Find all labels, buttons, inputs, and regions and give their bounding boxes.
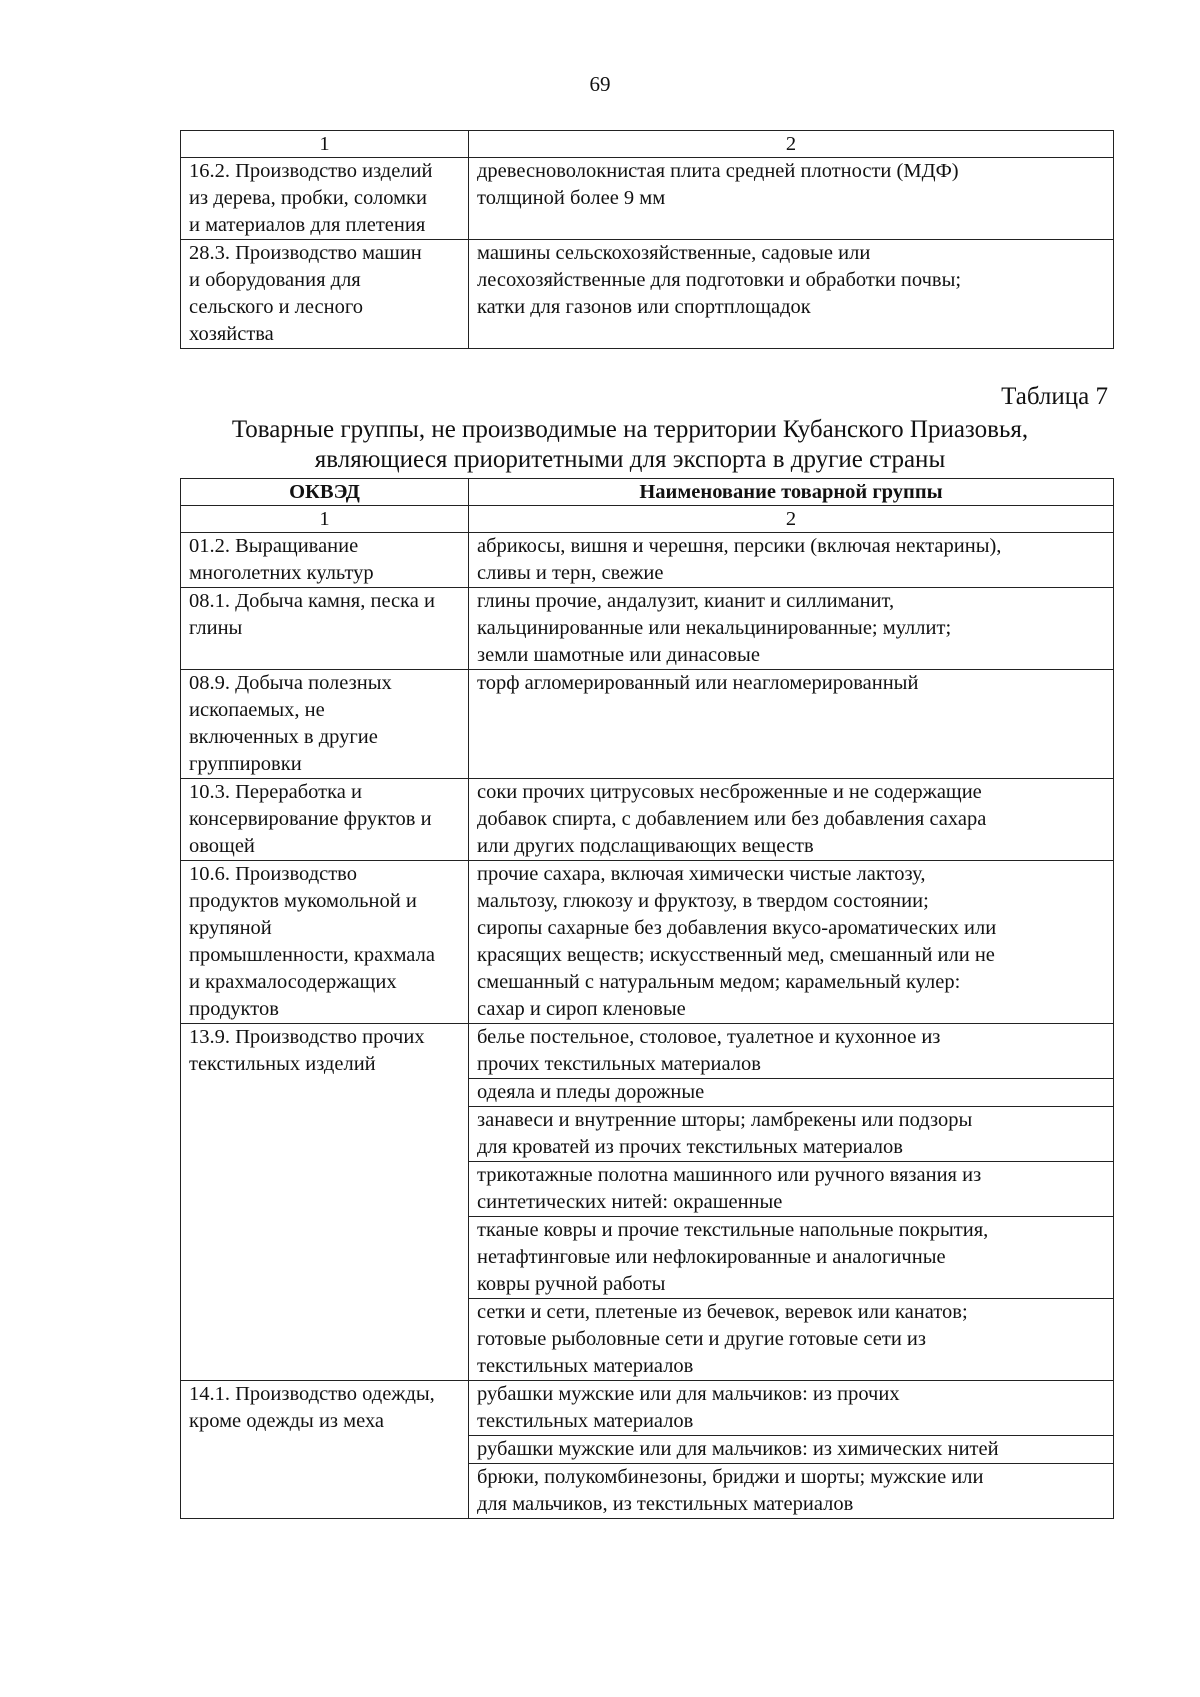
goods-cell [469,1107,1114,1162]
header-goods: Наименование товарной группы [469,479,1114,506]
cell-line: овощей [189,835,255,857]
table-row [181,861,1114,1024]
cell-line: хозяйства [189,323,274,345]
cell-line: смешанный с натуральным медом; карамельный кулер: [477,971,961,993]
cell-line: для кроватей из прочих текстильных материалов [477,1136,903,1158]
goods-cell [469,588,1114,670]
goods-cell [469,1162,1114,1217]
table-row [181,779,1114,861]
cell-line: продуктов мукомольной и [189,890,417,912]
cell-line: сахар и сироп кленовые [477,998,686,1020]
cell-line: сливы и терн, свежие [477,562,664,584]
table-row [181,240,1114,349]
cell-line: группировки [189,753,302,775]
cell-line: рубашки мужские или для мальчиков: из химических нитей [477,1438,999,1460]
cell-line: сетки и сети, плетеные из бечевок, веревок или канатов; [477,1301,968,1323]
cell-line: и оборудования для [189,269,361,291]
column-number: 2 [469,506,1114,533]
cell-line: включенных в другие [189,726,378,748]
goods-cell [469,861,1114,1024]
cell-line: из дерева, пробки, соломки [189,187,427,209]
cell-line: нетафтинговые или нефлокированные и аналогичные [477,1246,946,1268]
cell-line: трикотажные полотна машинного или ручного вязания из [477,1164,982,1186]
column-number: 1 [181,506,469,533]
cell-line: торф агломерированный или неагломерированный [477,672,919,694]
cell-line: лесохозяйственные для подготовки и обработки почвы; [477,269,962,291]
cell-line: кальцинированные или некальцинированные; муллит; [477,617,952,639]
cell-line: 14.1. Производство одежды, [189,1383,435,1405]
cell-line: промышленности, крахмала [189,944,435,966]
cell-line: белье постельное, столовое, туалетное и кухонное из [477,1026,941,1048]
cell-line: синтетических нитей: окрашенные [477,1191,783,1213]
cell-line: и крахмалосодержащих [189,971,397,993]
cell-line: сельского и лесного [189,296,363,318]
table-7 [180,478,1114,1519]
cell-line: толщиной более 9 мм [477,187,666,209]
column-number-row [181,131,1114,158]
cell-line: готовые рыболовные сети и другие готовые сети из [477,1328,926,1350]
cell-line: 10.6. Производство [189,863,357,885]
cell-line: 08.9. Добыча полезных [189,672,392,694]
header-row [181,479,1114,506]
cell-line: сиропы сахарные без добавления вкусо-ароматических или [477,917,997,939]
header-okved: ОКВЭД [181,479,469,506]
cell-line: машины сельскохозяйственные, садовые или [477,242,871,264]
table-title-line: являющиеся приоритетными для экспорта в другие страны [314,446,946,473]
cell-line: текстильных материалов [477,1355,694,1377]
table-title-line: Товарные группы, не производимые на территории Кубанского Приазовья, [231,416,1029,443]
column-number: 1 [181,131,469,158]
cell-line: 08.1. Добыча камня, песка и [189,590,435,612]
cell-line: мальтозу, глюкозу и фруктозу, в твердом состоянии; [477,890,929,912]
cell-line: 13.9. Производство прочих [189,1026,425,1048]
cell-line: продуктов [189,998,279,1020]
cell-line: земли шамотные или динасовые [477,644,760,666]
cell-line: 01.2. Выращивание [189,535,359,557]
table-label: Таблица 7 [1001,383,1108,410]
cell-line: древесноволокнистая плита средней плотности (МДФ) [477,160,959,182]
goods-cell [469,670,1114,779]
okved-cell [181,861,469,1024]
cell-line: крупяной [189,917,272,939]
cell-line: занавеси и внутренние шторы; ламбрекены или подзоры [477,1109,973,1131]
cell-line: прочих текстильных материалов [477,1053,761,1075]
goods-cell [469,1436,1114,1464]
goods-cell [469,158,1114,240]
goods-cell [469,779,1114,861]
cell-line: 16.2. Производство изделий [189,160,433,182]
cell-line: красящих веществ; искусственный мед, смешанный или не [477,944,995,966]
okved-cell [181,158,469,240]
cell-line: глины [189,617,243,639]
okved-cell [181,779,469,861]
cell-line: и материалов для плетения [189,214,426,236]
cell-line: ископаемых, не [189,699,325,721]
cell-line: ковры ручной работы [477,1273,666,1295]
cell-line: или других подслащивающих веществ [477,835,814,857]
cell-line: тканые ковры и прочие текстильные напольные покрытия, [477,1219,989,1241]
goods-cell [469,1217,1114,1299]
column-number: 2 [469,131,1114,158]
goods-cell [469,533,1114,588]
table-row [181,533,1114,588]
okved-cell [181,1024,469,1381]
table-title [120,415,1140,475]
goods-cell [469,1079,1114,1107]
cell-line: глины прочие, андалузит, кианит и силлиманит, [477,590,895,612]
goods-cell [469,1464,1114,1519]
column-number-row [181,506,1114,533]
cell-line: абрикосы, вишня и черешня, персики (включая нектарины), [477,535,1002,557]
okved-cell [181,670,469,779]
cell-line: добавок спирта, с добавлением или без добавления сахара [477,808,987,830]
table-row [181,1024,1114,1079]
cell-line: соки прочих цитрусовых несброженные и не содержащие [477,781,982,803]
table-row [181,670,1114,779]
table-row [181,158,1114,240]
goods-cell [469,240,1114,349]
table-row [181,588,1114,670]
okved-cell [181,240,469,349]
cell-line: многолетних культур [189,562,374,584]
cell-line: прочие сахара, включая химически чистые лактозу, [477,863,926,885]
goods-cell [469,1299,1114,1381]
cell-line: 10.3. Переработка и [189,781,362,803]
cell-line: катки для газонов или спортплощадок [477,296,811,318]
goods-cell [469,1024,1114,1079]
cell-line: брюки, полукомбинезоны, бриджи и шорты; мужские или [477,1466,984,1488]
page-number: 69 [589,72,611,96]
goods-cell [469,1381,1114,1436]
okved-cell [181,1381,469,1519]
table-row [181,1381,1114,1436]
okved-cell [181,588,469,670]
cell-line: 28.3. Производство машин [189,242,422,264]
cell-line: рубашки мужские или для мальчиков: из прочих [477,1383,900,1405]
cell-line: текстильных материалов [477,1410,694,1432]
cell-line: кроме одежды из меха [189,1410,385,1432]
cell-line: для мальчиков, из текстильных материалов [477,1493,854,1515]
continued-table [180,130,1114,349]
cell-line: текстильных изделий [189,1053,376,1075]
cell-line: консервирование фруктов и [189,808,432,830]
cell-line: одеяла и пледы дорожные [477,1081,705,1103]
okved-cell [181,533,469,588]
